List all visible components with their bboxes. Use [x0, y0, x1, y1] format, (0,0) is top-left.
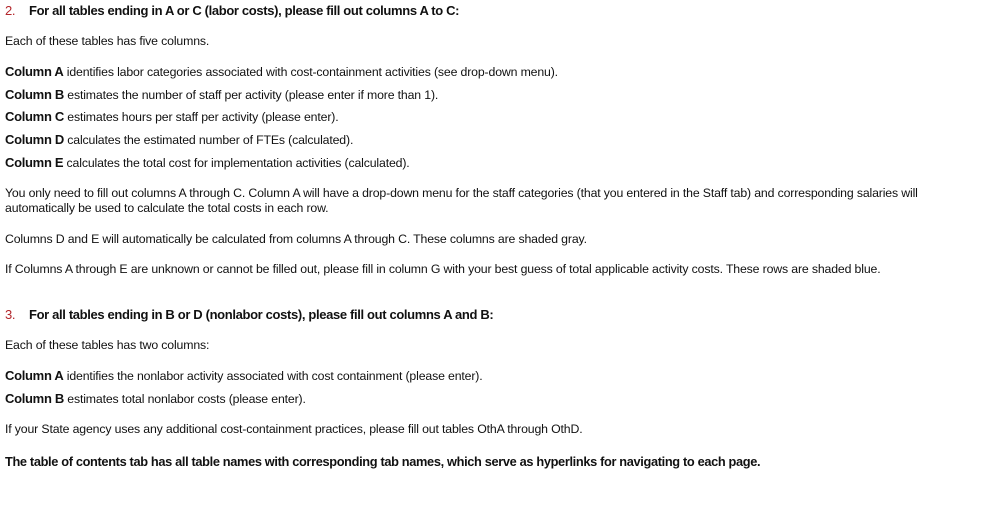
column-description: calculates the estimated number of FTEs (calculated).	[67, 133, 354, 147]
section-2-intro: Each of these tables has five columns.	[5, 34, 210, 48]
column-name: Column A	[5, 368, 64, 383]
section-3-column-a	[5, 368, 972, 384]
section-2-paragraph-2: Columns D and E will automatically be calculated from columns A through C. These columns are shaded gray.	[5, 232, 587, 246]
column-name: Column B	[5, 391, 64, 406]
section-2-paragraph-1: You only need to fill out columns A through C. Column A will have a drop-down menu for the staff categories (that you entered in the Staff tab) and corresponding salaries will automatically be used to calculate the total costs in each row.	[5, 186, 918, 215]
section-2-paragraph-3: If Columns A through E are unknown or cannot be filled out, please fill in column G with your best guess of total applicable activity costs. These rows are shaded blue.	[5, 262, 881, 276]
section-2-column-d	[5, 132, 972, 148]
section-3-intro: Each of these tables has two columns:	[5, 338, 210, 352]
section-2-number: 2.	[5, 3, 16, 18]
section-2-heading	[5, 3, 972, 18]
section-2-column-a	[5, 64, 972, 80]
section-2-column-b	[5, 87, 972, 103]
section-2-column-e	[5, 155, 972, 171]
section-3-number: 3.	[5, 307, 16, 322]
section-3-heading-text: For all tables ending in B or D (nonlabor costs), please fill out columns A and B:	[29, 307, 494, 322]
column-description: identifies labor categories associated with cost-containment activities (see drop-down menu).	[66, 65, 558, 79]
section-2-column-c	[5, 109, 972, 125]
table-of-contents-note: The table of contents tab has all table names with corresponding tab names, which serve as hyperlinks for navigating to each page.	[5, 454, 761, 469]
column-name: Column D	[5, 132, 64, 147]
column-description: estimates total nonlabor costs (please enter).	[67, 392, 306, 406]
section-3-heading	[5, 307, 972, 322]
section-2-heading-text: For all tables ending in A or C (labor costs), please fill out columns A to C:	[29, 3, 460, 18]
section-3-paragraph-1: If your State agency uses any additional cost-containment practices, please fill out tables OthA through OthD.	[5, 422, 583, 436]
column-name: Column B	[5, 87, 64, 102]
column-description: identifies the nonlabor activity associated with cost containment (please enter).	[66, 369, 483, 383]
column-name: Column A	[5, 64, 64, 79]
column-description: calculates the total cost for implementation activities (calculated).	[66, 156, 410, 170]
column-description: estimates the number of staff per activity (please enter if more than 1).	[67, 88, 439, 102]
section-3-column-b	[5, 391, 972, 407]
column-name: Column C	[5, 109, 64, 124]
column-description: estimates hours per staff per activity (please enter).	[67, 110, 339, 124]
column-name: Column E	[5, 155, 64, 170]
